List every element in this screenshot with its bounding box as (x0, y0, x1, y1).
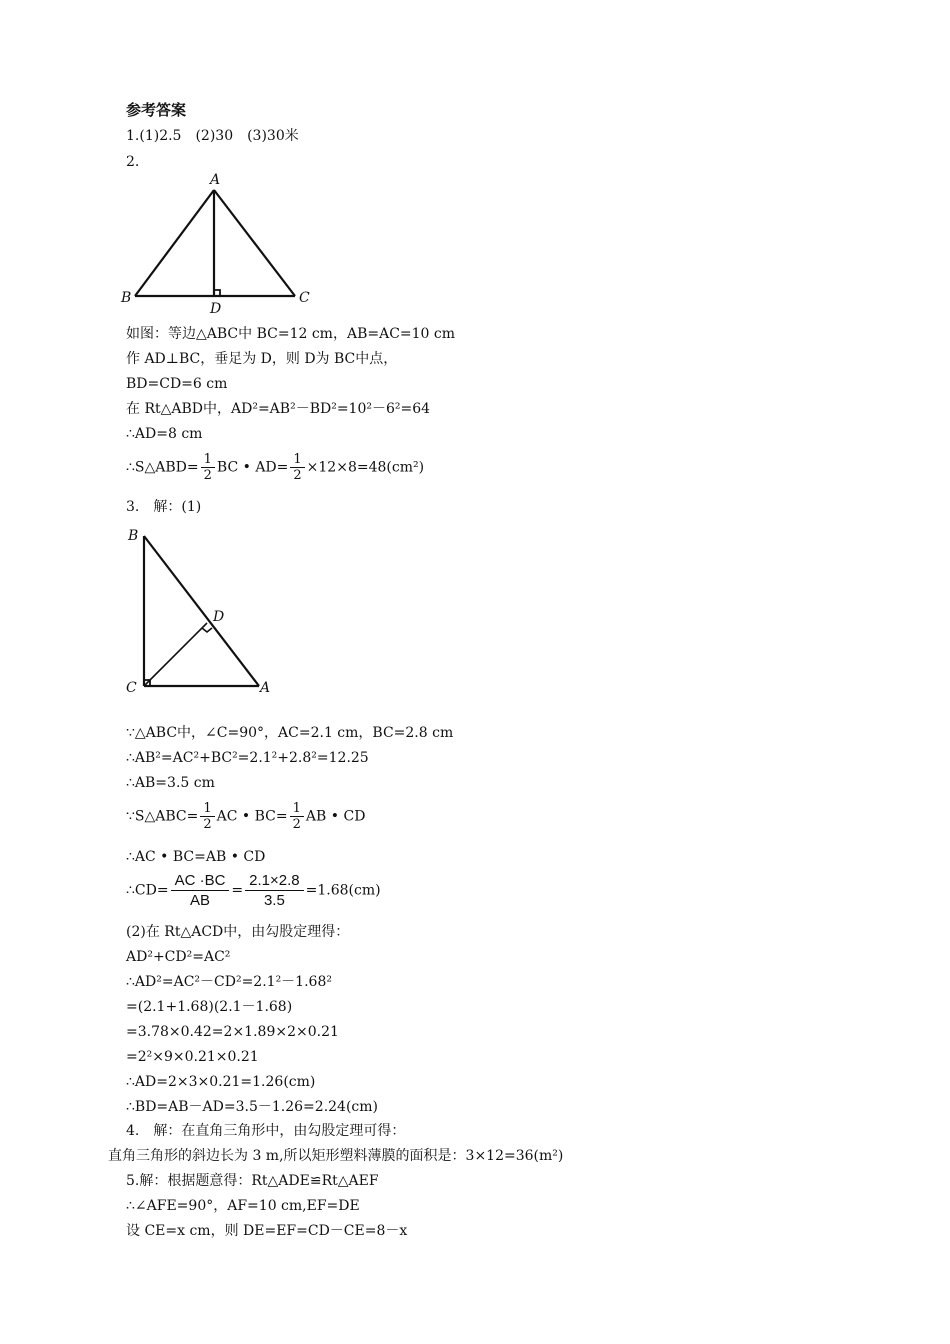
answer-1: 1.(1)2.5 (2)30 (3)30米 (126, 128, 299, 144)
fraction-cd-1: $\frac{AC \cdot BC}{AB}$ (171, 871, 230, 910)
fraction-half-2: $\frac{1}{2}$ (290, 452, 304, 483)
right-angle-mark-d (202, 628, 212, 632)
answer-3-line-2: ∴AB²=AC²+BC²=2.1²+2.8²=12.25 (126, 750, 369, 766)
answer-3-label: 3. 解：(1) (126, 499, 202, 515)
answer-5-line-2: ∴∠AFE=90°，AF=10 cm,EF=DE (126, 1198, 360, 1214)
answer-3b-line-2: AD²+CD²=AC² (126, 949, 231, 965)
fraction-cd-2: $\frac{2.1\times 2.8}{3.5}$ (245, 871, 303, 910)
answer-3-area-line (126, 801, 365, 832)
answer-3b-line-4: =(2.1+1.68)(2.1－1.68) (126, 999, 293, 1015)
area-prefix: ∴S△ABD= (126, 459, 199, 476)
fraction-half: $\frac{1}{2}$ (200, 801, 214, 832)
answer-2-line-1: 如图：等边△ABC中 BC=12 cm，AB=AC=10 cm (126, 326, 456, 342)
label-c: C (299, 290, 310, 306)
cd-result: =1.68(cm) (305, 882, 381, 899)
answer-3-cd-line (126, 871, 381, 910)
area-mid-1: AC • BC= (216, 808, 288, 825)
answer-2-line-4: 在 Rt△ABD中，AD²=AB²－BD²=10²－6²=64 (126, 401, 431, 417)
cd-eq: = (231, 882, 244, 899)
area-mid: BC • AD= (216, 459, 289, 476)
altitude-cd (144, 623, 207, 686)
answer-3b-line-8: ∴BD=AB－AD=3.5－1.26=2.24(cm) (126, 1099, 378, 1115)
answer-2-area-line (126, 452, 424, 483)
label-c: C (126, 680, 137, 696)
label-a: A (260, 680, 271, 696)
area-end: ×12×8=48(cm²) (306, 459, 425, 476)
answer-2-line-5: ∴AD=8 cm (126, 426, 203, 442)
page-title: 参考答案 (126, 101, 187, 119)
fraction-half-2: $\frac{1}{2}$ (290, 801, 304, 832)
answer-3b-line-5: =3.78×0.42=2×1.89×2×0.21 (126, 1024, 339, 1040)
cd-prefix: ∴CD= (126, 882, 169, 899)
answer-3b-line-6: =2²×9×0.21×0.21 (126, 1049, 259, 1065)
answer-2-label: 2. (126, 154, 140, 170)
answer-4-line-2: 直角三角形的斜边长为 3 m,所以矩形塑料薄膜的面积是：3×12=36(m²) (108, 1148, 564, 1164)
edge-ab (144, 536, 259, 686)
answer-3-product-line: ∴AC • BC=AB • CD (126, 849, 266, 865)
label-a: A (210, 172, 221, 188)
fraction-half: $\frac{1}{2}$ (201, 452, 215, 483)
triangle-figure-2 (118, 168, 318, 318)
label-b: B (128, 528, 139, 544)
answer-3b-line-7: ∴AD=2×3×0.21=1.26(cm) (126, 1074, 316, 1090)
triangle-figure-3 (118, 522, 288, 697)
answer-3-line-3: ∴AB=3.5 cm (126, 775, 215, 791)
answer-5-line-3: 设 CE=x cm，则 DE=EF=CD－CE=8－x (126, 1223, 408, 1239)
label-d: D (210, 301, 222, 317)
answer-3b-line-1: (2)在 Rt△ACD中，由勾股定理得： (126, 924, 350, 940)
answer-2-line-3: BD=CD=6 cm (126, 376, 228, 392)
area-mid-2: AB • CD (305, 808, 366, 825)
answer-4-line-1: 4. 解：在直角三角形中，由勾股定理可得： (126, 1123, 406, 1139)
answer-3b-line-3: ∴AD²=AC²－CD²=2.1²－1.68² (126, 974, 332, 990)
answer-2-line-2: 作 AD⊥BC，垂足为 D，则 D为 BC中点， (126, 351, 398, 367)
edge-ab (135, 190, 214, 296)
answer-5-line-1: 5.解：根据题意得：Rt△ADE≌Rt△AEF (126, 1173, 379, 1189)
answer-3-line-1: ∵△ABC中，∠C=90°，AC=2.1 cm，BC=2.8 cm (126, 725, 454, 741)
edge-ac (214, 190, 295, 296)
area-prefix: ∵S△ABC= (126, 808, 199, 825)
label-d: D (213, 609, 225, 625)
label-b: B (121, 290, 132, 306)
